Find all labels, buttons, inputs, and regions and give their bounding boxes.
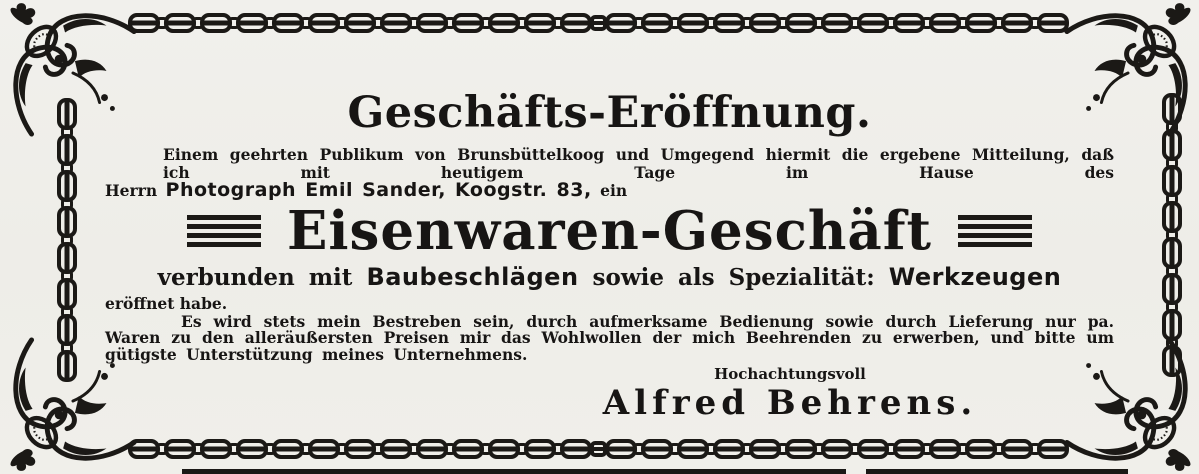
chain-link — [408, 443, 420, 455]
chain-link — [633, 17, 645, 29]
chain-link — [192, 443, 204, 455]
chain-link — [705, 443, 717, 455]
chain-link — [590, 15, 607, 31]
chain-link — [1166, 301, 1178, 313]
chain-link — [560, 439, 592, 459]
closing-formula: Hochachtungsvoll — [714, 365, 866, 383]
chain-link — [849, 17, 861, 29]
chain-link — [885, 17, 897, 29]
chain-link — [993, 17, 1005, 29]
chain-link — [61, 342, 73, 354]
bottom-cutoff-rule-right — [866, 469, 1128, 474]
chain-link — [813, 443, 825, 455]
advertisement-body — [105, 86, 1114, 422]
chain-link — [480, 17, 492, 29]
specialty-line — [105, 262, 1114, 293]
intro-line-1: Einem geehrten Publikum von Brunsbüttelkoog und Umgegend hiermit die ergebene Mitteilung, daß ich mit heutigem Tage im Hause des — [163, 145, 1114, 182]
chain-link — [1166, 265, 1178, 277]
ad-headline: Geschäfts-Eröffnung. — [347, 88, 872, 138]
intro-line-2 — [105, 179, 1114, 201]
bottom-cutoff-rule-left — [182, 469, 846, 474]
chain-link — [300, 17, 312, 29]
chain-link — [1029, 443, 1041, 455]
specialty-part-2: sowie als Spezialität: — [592, 263, 875, 291]
chain-link — [61, 126, 73, 138]
chain-link — [192, 17, 204, 29]
chain-link — [957, 17, 969, 29]
chain-link — [633, 443, 645, 455]
business-name: Eisenwaren-Geschäft — [286, 199, 932, 262]
chain-link — [705, 17, 717, 29]
chain-link — [957, 443, 969, 455]
chain-link — [372, 17, 384, 29]
chain-link — [300, 443, 312, 455]
specialty-bold-1: Baubeschlägen — [366, 262, 579, 291]
chain-link — [480, 443, 492, 455]
chain-link — [516, 17, 528, 29]
chain-border-bottom — [126, 434, 1071, 464]
chain-link — [264, 443, 276, 455]
chain-link — [444, 443, 456, 455]
chain-border-top — [126, 8, 1071, 38]
signature: Alfred Behrens. — [602, 383, 978, 423]
chain-link — [777, 443, 789, 455]
chain-link — [1166, 157, 1178, 169]
chain-link — [669, 17, 681, 29]
chain-link — [408, 17, 420, 29]
chain-link — [372, 443, 384, 455]
decorative-bars-left — [187, 215, 261, 247]
decorative-bars-right — [958, 215, 1032, 247]
chain-link — [1166, 121, 1178, 133]
proprietor-address: Photograph Emil Sander, Koogstr. 83, — [165, 179, 592, 201]
chain-link — [156, 17, 168, 29]
intro-line-2-prefix: Herrn — [105, 181, 158, 200]
body-paragraph: Es wird stets mein Bestreben sein, durch aufmerksame Bedienung sowie durch Lieferung nur pa. Waren zu den alleräußersten Preisen mir das Wohlwollen der mich Beehrenden zu erwerben, und bitte um gütigste Unterstützung meines Unternehmens. — [105, 311, 1114, 364]
chain-link — [61, 162, 73, 174]
chain-link — [849, 443, 861, 455]
chain-link — [552, 443, 564, 455]
chain-link — [61, 306, 73, 318]
chain-link — [1166, 229, 1178, 241]
chain-link — [921, 443, 933, 455]
chain-link — [560, 13, 592, 33]
signature-block — [575, 366, 1005, 422]
chain-link — [552, 17, 564, 29]
intro-line-2-suffix: ein — [600, 181, 628, 200]
chain-link — [336, 443, 348, 455]
chain-link — [516, 443, 528, 455]
chain-link — [228, 17, 240, 29]
chain-link — [336, 17, 348, 29]
chain-link — [669, 443, 681, 455]
chain-link — [813, 17, 825, 29]
business-name-row — [105, 199, 1114, 262]
chain-link — [156, 443, 168, 455]
chain-link — [228, 443, 240, 455]
chain-link — [1029, 17, 1041, 29]
specialty-bold-2: Werkzeugen — [888, 262, 1062, 291]
chain-link — [444, 17, 456, 29]
chain-link — [885, 443, 897, 455]
chain-link — [264, 17, 276, 29]
chain-link — [777, 17, 789, 29]
specialty-part-1: verbunden mit — [157, 263, 353, 291]
chain-link — [741, 443, 753, 455]
chain-link — [1166, 337, 1178, 349]
chain-link — [61, 198, 73, 210]
chain-link — [61, 270, 73, 282]
chain-link — [590, 441, 607, 457]
chain-link — [993, 443, 1005, 455]
chain-link — [921, 17, 933, 29]
chain-link — [61, 234, 73, 246]
chain-link — [741, 17, 753, 29]
chain-link — [1166, 193, 1178, 205]
opened-line: eröffnet habe. — [105, 293, 228, 313]
